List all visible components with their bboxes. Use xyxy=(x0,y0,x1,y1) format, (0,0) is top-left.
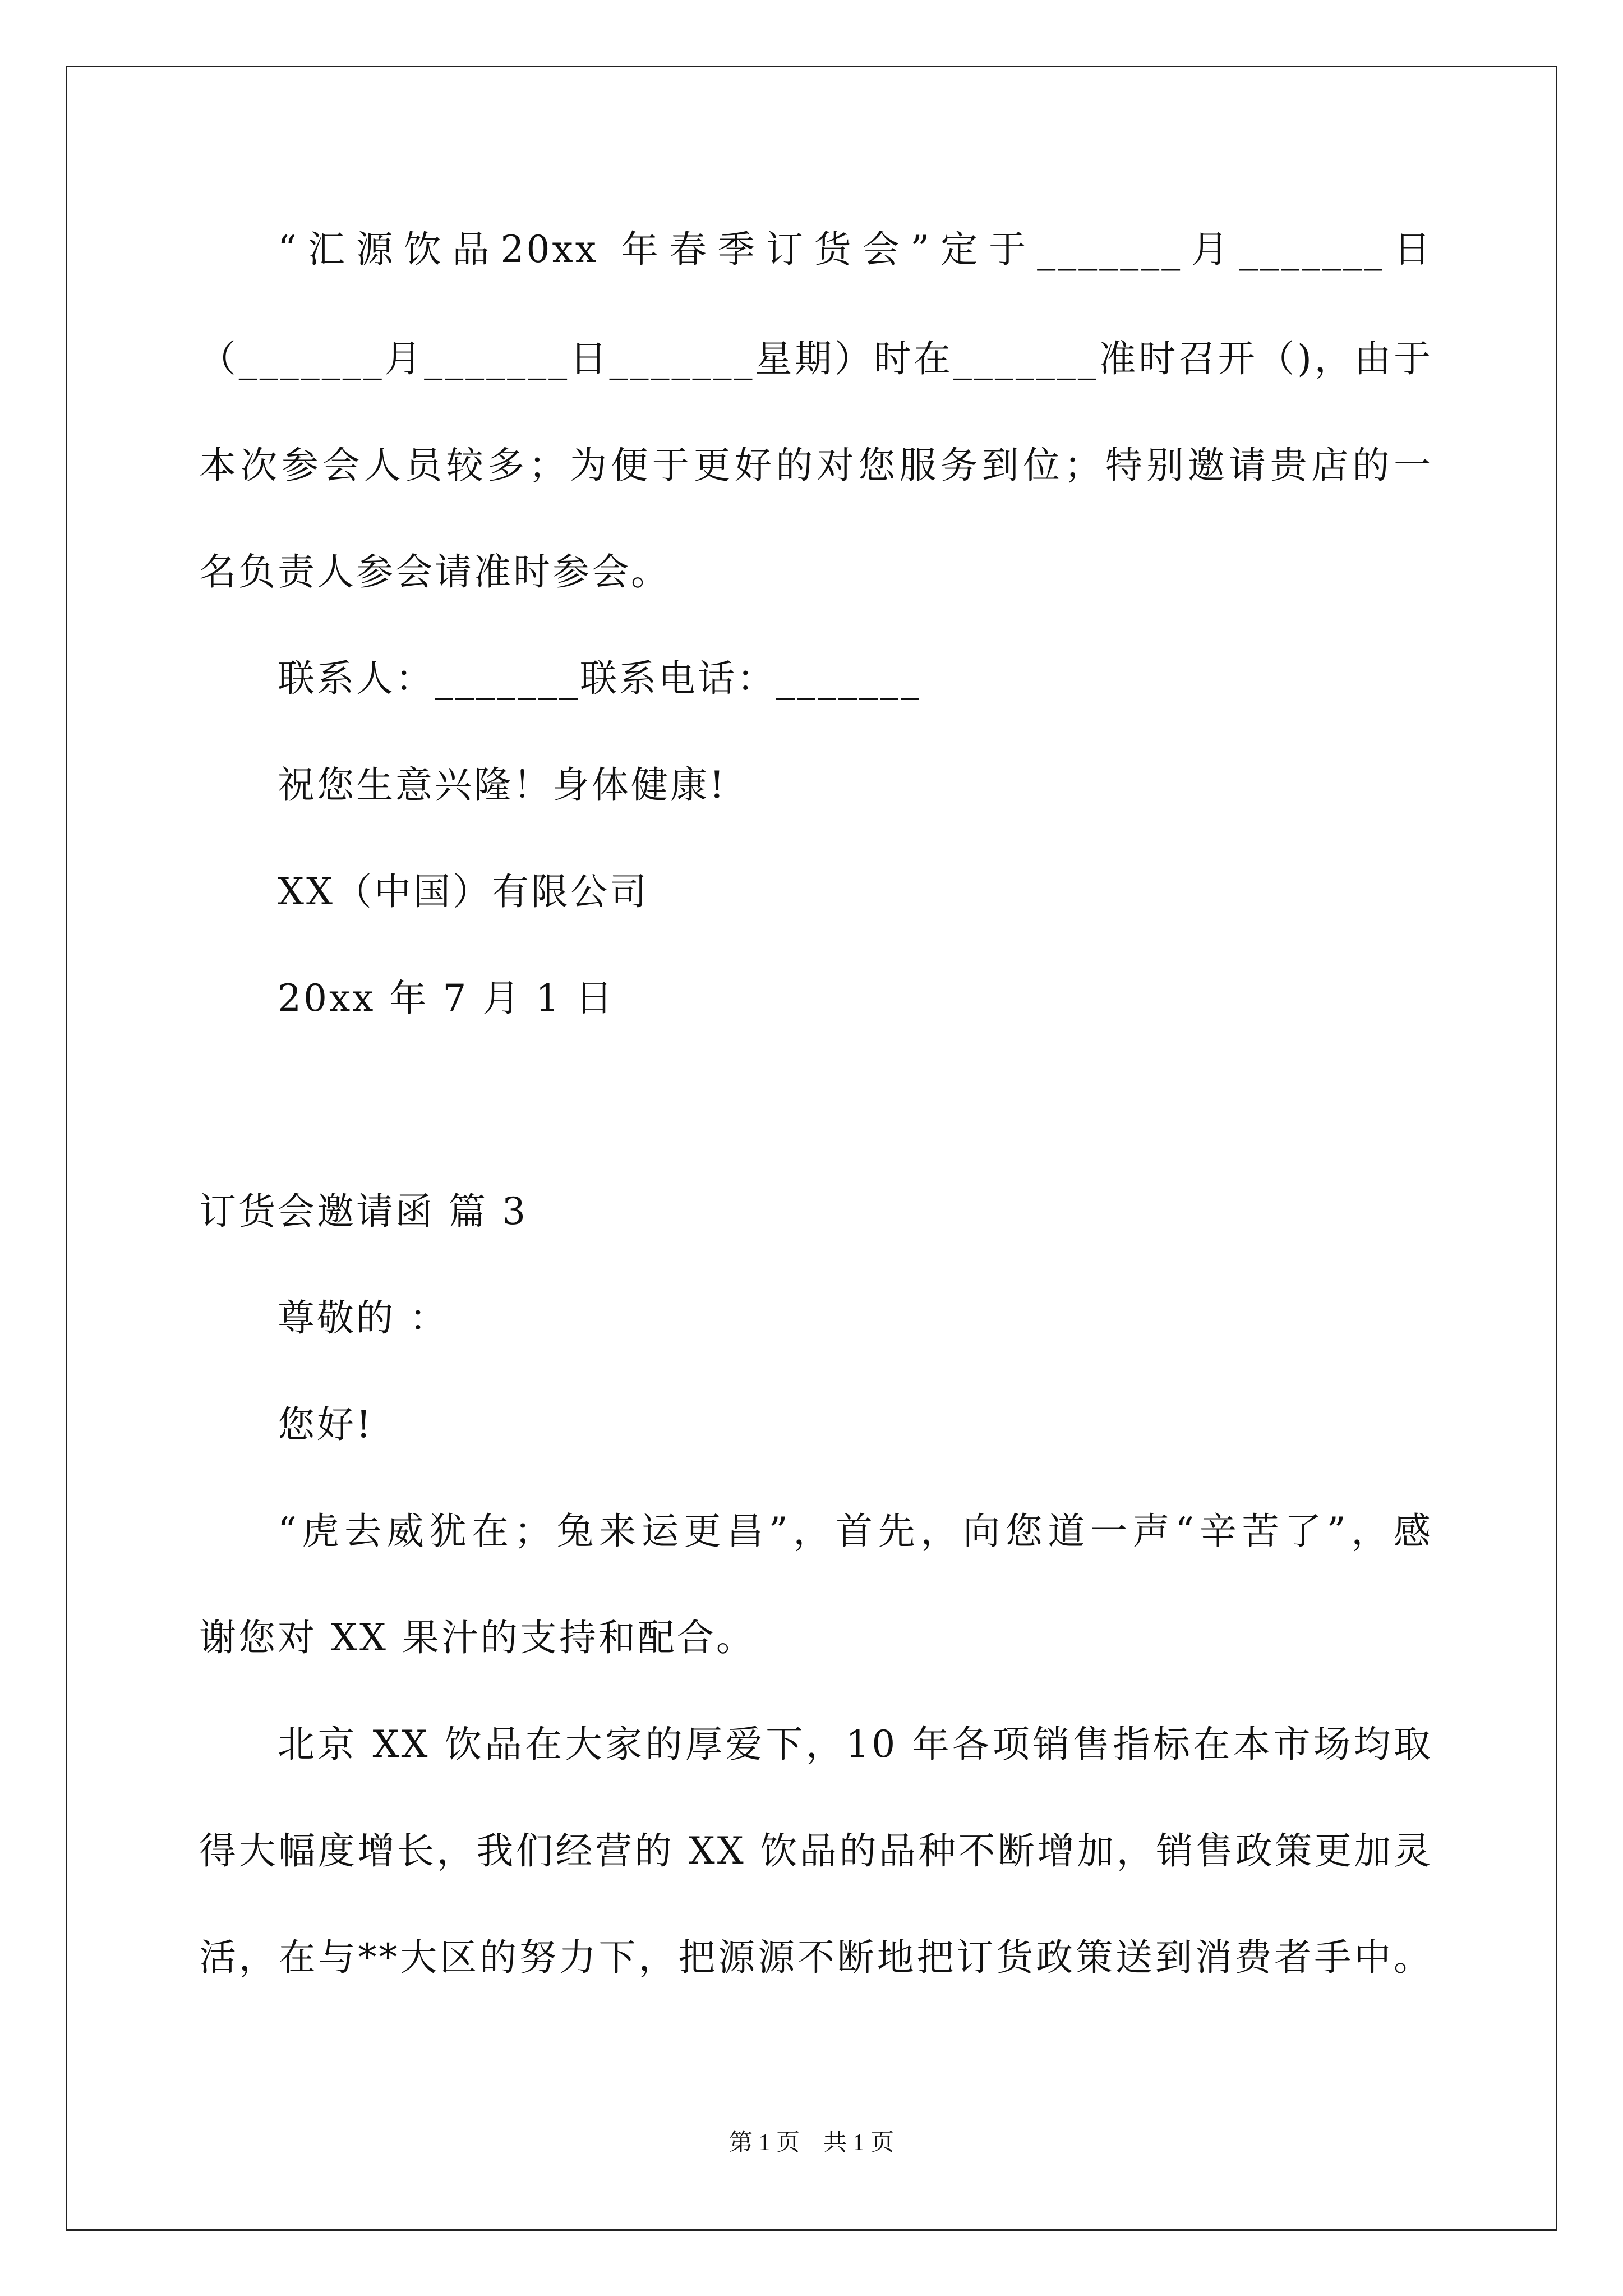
date-line: 20xx 年 7 月 1 日 xyxy=(278,977,615,1020)
paragraph-line: “汇源饮品20xx 年春季订货会”定于_______月_______日 xyxy=(278,228,1433,271)
paragraph-line: “虎去威犹在；兔来运更昌”，首先，向您道一声“辛苦了”，感 xyxy=(278,1510,1433,1553)
contact-line: 联系人：_______联系电话：_______ xyxy=(278,657,921,700)
greeting: 您好! xyxy=(278,1403,374,1446)
paragraph-line: 得大幅度增长，我们经营的 XX 饮品的品种不断增加，销售政策更加灵 xyxy=(199,1829,1433,1872)
paragraph-line: 本次参会人员较多；为便于更好的对您服务到位；特别邀请贵店的一 xyxy=(199,444,1433,487)
paragraph-line: 名负责人参会请准时参会。 xyxy=(199,550,670,593)
salutation: 尊敬的 ： xyxy=(278,1296,449,1340)
paragraph-line: 北京 XX 饮品在大家的厚爱下，10 年各项销售指标在本市场均取 xyxy=(278,1723,1433,1766)
section-title: 订货会邀请函 篇 3 xyxy=(199,1190,528,1233)
paragraph-line: 活，在与**大区的努力下，把源源不断地把订货政策送到消费者手中。 xyxy=(199,1936,1433,1979)
company-name: XX（中国）有限公司 xyxy=(278,870,649,913)
paragraph-line: （_______月_______日_______星期）时在_______准时召开（)，由于 xyxy=(199,337,1433,380)
page-frame xyxy=(66,66,1557,2231)
greeting-line: 祝您生意兴隆！身体健康! xyxy=(278,763,727,807)
page-number-footer: 第 1 页 共 1 页 xyxy=(728,2130,894,2156)
paragraph-line: 谢您对 XX 果汁的支持和配合。 xyxy=(199,1616,755,1659)
